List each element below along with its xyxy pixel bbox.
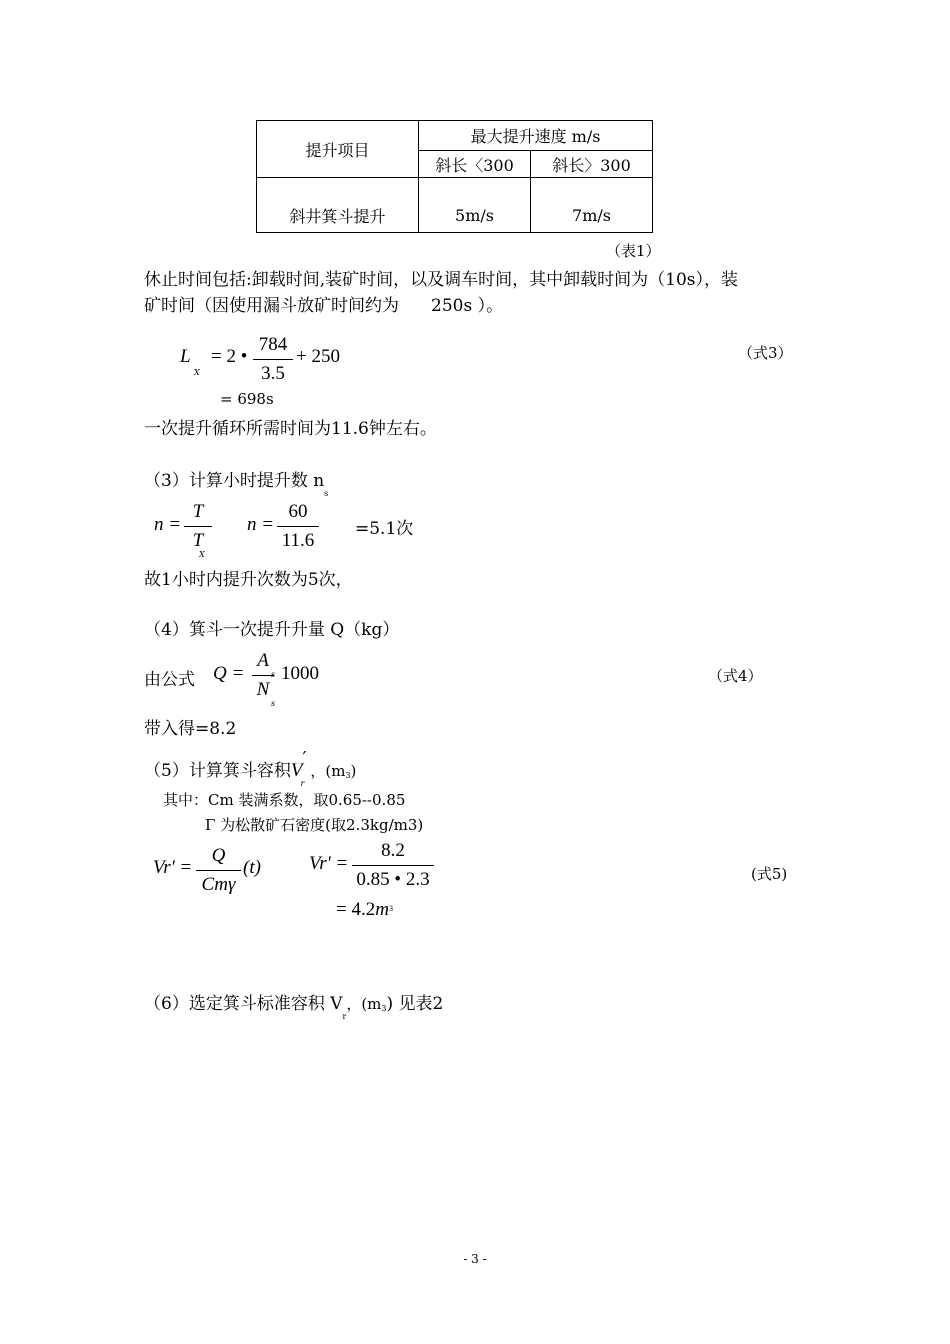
- step6-title-c: ) 见表2: [386, 994, 444, 1014]
- step5-title-b: ，(m: [310, 762, 346, 780]
- eq3-fraction: [253, 334, 293, 385]
- header-item: 提升项目: [257, 121, 419, 178]
- step6-title: [144, 989, 444, 1021]
- step6-title-sup: 3: [381, 1004, 387, 1013]
- step5-lhs1: Vr' =: [153, 857, 193, 878]
- header-col-b: 斜长〉300: [531, 151, 653, 178]
- step5-result: [336, 899, 393, 921]
- step3-frac2: [277, 501, 319, 552]
- eq3-numerator: 784: [258, 334, 288, 355]
- step5-tail1: (t): [243, 857, 261, 878]
- step5-title-a: （5）计算箕斗容积: [144, 761, 291, 781]
- eq3-result: = 698s: [220, 390, 274, 408]
- step3-num1: T: [192, 501, 204, 522]
- step4-tag: （式4）: [708, 667, 763, 685]
- step5-title-c: ): [350, 762, 357, 780]
- step3-result: =5.1次: [355, 519, 414, 539]
- step3-den2: 11.6: [281, 530, 315, 551]
- step5-title-v: V: [290, 760, 303, 781]
- step3-conclusion: 故1小时内提升次数为5次，: [144, 570, 353, 590]
- step5-result-sup: 3: [388, 904, 393, 913]
- para-rest-text: 矿时间（因使用漏斗放矿时间约为: [144, 296, 399, 316]
- step5-tag: (式5): [751, 865, 788, 883]
- eq3-denominator: 3.5: [261, 363, 285, 384]
- para-cycle: 一次提升循环所需时间为11.6钟左右。: [144, 419, 437, 439]
- row-value-b: 7m/s: [531, 178, 653, 233]
- eq3-bar: [253, 359, 293, 360]
- step5-num2: 8.2: [381, 840, 405, 861]
- step5-result-value: = 4.2: [336, 899, 376, 920]
- step3-num2: 60: [288, 501, 308, 522]
- step4-numerator: A: [257, 650, 269, 671]
- step5-bar2: [352, 865, 434, 866]
- step5-title: [144, 748, 357, 788]
- step4-num-sub: s: [271, 670, 276, 679]
- step5-frac2: [352, 840, 434, 891]
- step3-n2: n =: [247, 514, 275, 535]
- eq3-two: = 2 •: [211, 346, 248, 367]
- step5-title-prime: ′: [302, 748, 307, 769]
- step5-bar1: [196, 870, 241, 871]
- page-number: - 3 -: [463, 1252, 487, 1266]
- step3-den1-sub: X: [199, 550, 205, 559]
- step6-title-b: ，(m: [346, 995, 382, 1013]
- step5-where-1: 其中：Cm 装满系数，取0.65--0.85: [163, 791, 406, 809]
- step3-frac1: [184, 501, 212, 552]
- step6-title-sub: r: [342, 1012, 347, 1021]
- step5-num1: Q: [211, 845, 226, 866]
- step3-title-sub: s: [324, 489, 329, 498]
- table-caption: （表1）: [606, 242, 661, 260]
- eq3-tag: （式3）: [738, 344, 793, 362]
- step5-title-sub: r: [300, 779, 305, 788]
- row-value-a: 5m/s: [419, 178, 531, 233]
- step5-result-unit: m: [375, 899, 389, 920]
- header-speed: 最大提升速度 m/s: [419, 121, 653, 151]
- step4-lhs: Q =: [213, 663, 245, 684]
- step3-n1: n =: [154, 514, 182, 535]
- header-col-a: 斜长〈300: [419, 151, 531, 178]
- para-rest-value: 250s ）。: [431, 296, 504, 316]
- step5-den2: 0.85 • 2.3: [356, 869, 430, 890]
- para-rest-line1: 休止时间包括:卸载时间,装矿时间，以及调车时间，其中卸载时间为（10s），装: [144, 270, 738, 290]
- step4-denominator: N: [256, 679, 270, 700]
- step3-bar2: [277, 526, 319, 527]
- step6-title-a: （6）选定箕斗标准容积 V: [144, 994, 343, 1014]
- eq3-plus: + 250: [296, 346, 340, 367]
- step4-title: （4）箕斗一次提升升量 Q（kg）: [144, 620, 400, 640]
- step4-den-sub: s: [271, 699, 276, 708]
- step5-den1: Cmγ: [201, 874, 236, 895]
- step3-bar1: [184, 526, 212, 527]
- step5-title-unit-sup: 3: [345, 771, 351, 780]
- step3-title-text: （3）计算小时提升数 n: [144, 471, 325, 491]
- step4-lead: 由公式: [144, 670, 195, 690]
- step5-frac1: [196, 845, 241, 896]
- para-rest-line2: [144, 291, 503, 316]
- step4-factor: 1000: [281, 663, 319, 684]
- step3-title: [144, 466, 329, 498]
- step5-where-2: Γ 为松散矿石密度(取2.3kg/m3): [205, 816, 424, 834]
- eq3-sub: X: [194, 368, 200, 377]
- row-label: 斜井箕斗提升: [257, 178, 419, 233]
- table-1: [256, 120, 653, 233]
- step4-result: 带入得=8.2: [144, 719, 237, 739]
- step5-lhs2: Vr' =: [309, 853, 349, 874]
- eq3-lhs: L: [180, 346, 191, 367]
- step3-den1: T: [192, 530, 204, 551]
